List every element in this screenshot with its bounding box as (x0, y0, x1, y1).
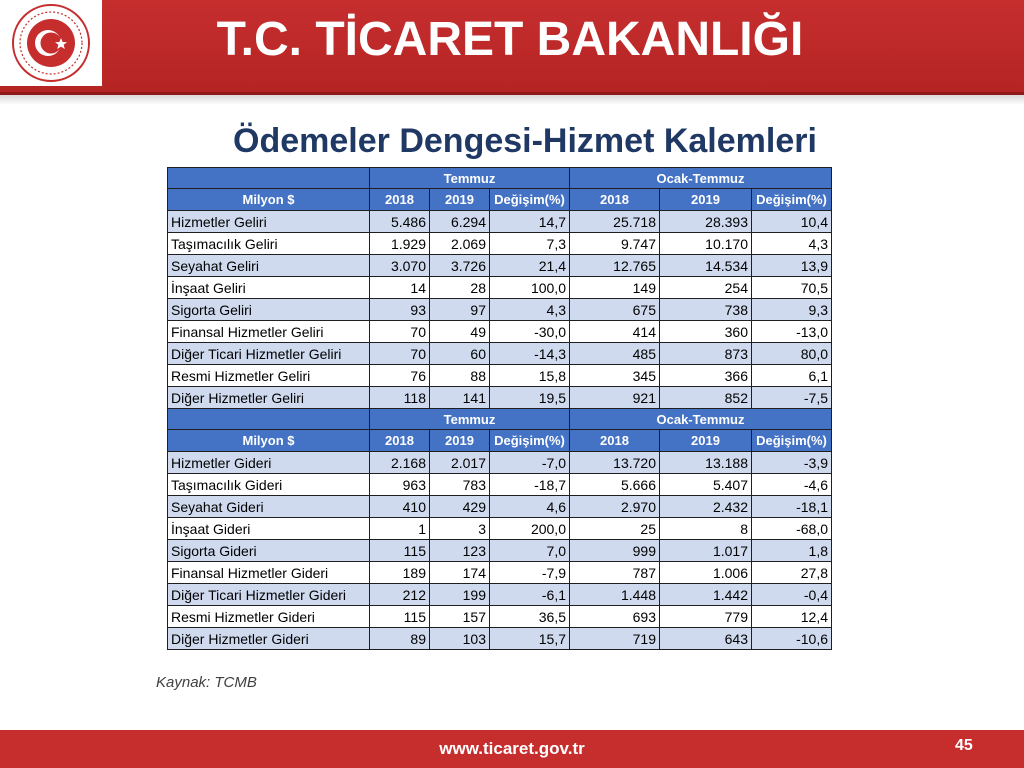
table-cell: -3,9 (752, 452, 832, 474)
row-label: Finansal Hizmetler Geliri (168, 321, 370, 343)
table-cell: 13.720 (570, 452, 660, 474)
table-row (168, 584, 832, 606)
table-cell: 787 (570, 562, 660, 584)
table-cell: 13,9 (752, 255, 832, 277)
column-header: Değişim(%) (490, 430, 570, 452)
row-label: Taşımacılık Geliri (168, 233, 370, 255)
table-cell: -68,0 (752, 518, 832, 540)
table-cell: 149 (570, 277, 660, 299)
table-cell: 429 (430, 496, 490, 518)
table-cell: 13.188 (660, 452, 752, 474)
column-header: Milyon $ (168, 430, 370, 452)
column-header: Değişim(%) (490, 189, 570, 211)
table-cell: 3 (430, 518, 490, 540)
table-cell: 3.070 (370, 255, 430, 277)
table-cell: 9.747 (570, 233, 660, 255)
table-cell: 366 (660, 365, 752, 387)
column-header: Değişim(%) (752, 189, 832, 211)
table-row (168, 496, 832, 518)
table-cell: 921 (570, 387, 660, 409)
table-cell: 10,4 (752, 211, 832, 233)
table-cell: 141 (430, 387, 490, 409)
table-row (168, 628, 832, 650)
table-row (168, 255, 832, 277)
table-cell: 852 (660, 387, 752, 409)
table-cell: 254 (660, 277, 752, 299)
row-label: Hizmetler Geliri (168, 211, 370, 233)
table-cell: 174 (430, 562, 490, 584)
row-label: Resmi Hizmetler Gideri (168, 606, 370, 628)
table-row (168, 343, 832, 365)
table-cell: 6.294 (430, 211, 490, 233)
table-cell: 15,8 (490, 365, 570, 387)
row-label: Hizmetler Gideri (168, 452, 370, 474)
row-label: İnşaat Gideri (168, 518, 370, 540)
table-cell: 28.393 (660, 211, 752, 233)
table-cell: 60 (430, 343, 490, 365)
table-cell: 14,7 (490, 211, 570, 233)
table-cell: 157 (430, 606, 490, 628)
group-header-row (168, 168, 832, 189)
table-cell: 27,8 (752, 562, 832, 584)
table-cell: 25.718 (570, 211, 660, 233)
header-shadow (0, 95, 1024, 105)
table-cell: 14 (370, 277, 430, 299)
table-cell: -30,0 (490, 321, 570, 343)
table-cell: 5.666 (570, 474, 660, 496)
table-row (168, 387, 832, 409)
table-cell: 14.534 (660, 255, 752, 277)
table-cell: 1.442 (660, 584, 752, 606)
row-label: Sigorta Gideri (168, 540, 370, 562)
table-row (168, 365, 832, 387)
column-header: 2018 (370, 189, 430, 211)
table-cell: -7,5 (752, 387, 832, 409)
table-cell: 19,5 (490, 387, 570, 409)
table-cell: -14,3 (490, 343, 570, 365)
table-cell: 15,7 (490, 628, 570, 650)
table-cell: 410 (370, 496, 430, 518)
table-cell: -7,0 (490, 452, 570, 474)
table-cell: 6,1 (752, 365, 832, 387)
row-label: İnşaat Geliri (168, 277, 370, 299)
column-header: 2019 (660, 430, 752, 452)
row-label: Taşımacılık Gideri (168, 474, 370, 496)
table-cell: 89 (370, 628, 430, 650)
table-cell: 345 (570, 365, 660, 387)
column-header: 2018 (570, 189, 660, 211)
row-label: Diğer Ticari Hizmetler Geliri (168, 343, 370, 365)
table-cell: 199 (430, 584, 490, 606)
table-cell: -0,4 (752, 584, 832, 606)
column-header-row (168, 430, 832, 452)
table-row (168, 277, 832, 299)
table-cell: 70 (370, 321, 430, 343)
table-cell: 70,5 (752, 277, 832, 299)
table-cell: 212 (370, 584, 430, 606)
row-label: Seyahat Gideri (168, 496, 370, 518)
table-cell: 88 (430, 365, 490, 387)
table-cell: 1.006 (660, 562, 752, 584)
column-header: 2019 (430, 430, 490, 452)
table-cell: 485 (570, 343, 660, 365)
column-header: Milyon $ (168, 189, 370, 211)
table-cell: 76 (370, 365, 430, 387)
table-cell: 9,3 (752, 299, 832, 321)
table-row (168, 211, 832, 233)
table-cell: 115 (370, 606, 430, 628)
table-row (168, 518, 832, 540)
table-cell: 8 (660, 518, 752, 540)
column-header: 2019 (430, 189, 490, 211)
table-cell: 21,4 (490, 255, 570, 277)
group-header-temmuz: Temmuz (370, 409, 570, 430)
row-label: Diğer Ticari Hizmetler Gideri (168, 584, 370, 606)
table-row (168, 562, 832, 584)
table-row (168, 299, 832, 321)
table-row (168, 474, 832, 496)
table-row (168, 452, 832, 474)
table-cell: -6,1 (490, 584, 570, 606)
table-cell: 2.069 (430, 233, 490, 255)
table-cell: 999 (570, 540, 660, 562)
table-cell: 963 (370, 474, 430, 496)
ministry-seal-icon (11, 3, 91, 83)
table-cell: 70 (370, 343, 430, 365)
table-cell: 100,0 (490, 277, 570, 299)
table-cell: 1.017 (660, 540, 752, 562)
column-header-row (168, 189, 832, 211)
table-cell: -18,1 (752, 496, 832, 518)
row-label: Diğer Hizmetler Geliri (168, 387, 370, 409)
table-cell: 719 (570, 628, 660, 650)
table-cell: -4,6 (752, 474, 832, 496)
table-cell: 115 (370, 540, 430, 562)
table-cell: 2.168 (370, 452, 430, 474)
table-cell: 873 (660, 343, 752, 365)
row-label: Sigorta Geliri (168, 299, 370, 321)
group-header-row (168, 409, 832, 430)
group-header-ocak-temmuz: Ocak-Temmuz (570, 409, 832, 430)
table-cell: -10,6 (752, 628, 832, 650)
group-header-empty (168, 168, 370, 189)
table-cell: 360 (660, 321, 752, 343)
table-cell: 93 (370, 299, 430, 321)
table-cell: 2.432 (660, 496, 752, 518)
table-cell: 5.486 (370, 211, 430, 233)
table-cell: 12,4 (752, 606, 832, 628)
table-cell: 738 (660, 299, 752, 321)
table-cell: 3.726 (430, 255, 490, 277)
column-header: Değişim(%) (752, 430, 832, 452)
table-cell: 103 (430, 628, 490, 650)
table-cell: -7,9 (490, 562, 570, 584)
slide-title: Ödemeler Dengesi-Hizmet Kalemleri (233, 122, 817, 160)
table-cell: 4,3 (490, 299, 570, 321)
table-cell: 189 (370, 562, 430, 584)
row-label: Diğer Hizmetler Gideri (168, 628, 370, 650)
footer-website-link[interactable]: www.ticaret.gov.tr (439, 739, 585, 758)
table-cell: 7,3 (490, 233, 570, 255)
table-cell: 675 (570, 299, 660, 321)
table-cell: 49 (430, 321, 490, 343)
group-header-empty (168, 409, 370, 430)
table-cell: 643 (660, 628, 752, 650)
table-cell: 7,0 (490, 540, 570, 562)
page-number: 45 (955, 737, 973, 754)
services-balance-table (167, 167, 832, 650)
table-row (168, 233, 832, 255)
table-cell: 4,6 (490, 496, 570, 518)
table-cell: 1 (370, 518, 430, 540)
table-cell: 2.970 (570, 496, 660, 518)
table-cell: 779 (660, 606, 752, 628)
column-header: 2019 (660, 189, 752, 211)
table-cell: 4,3 (752, 233, 832, 255)
table-cell: 36,5 (490, 606, 570, 628)
table-cell: 783 (430, 474, 490, 496)
ministry-logo (0, 0, 102, 86)
ministry-title: T.C. TİCARET BAKANLIĞI (216, 13, 804, 66)
data-source-note: Kaynak: TCMB (156, 674, 257, 691)
table-row (168, 606, 832, 628)
group-header-temmuz: Temmuz (370, 168, 570, 189)
table-cell: 1,8 (752, 540, 832, 562)
table-cell: 123 (430, 540, 490, 562)
column-header: 2018 (570, 430, 660, 452)
row-label: Seyahat Geliri (168, 255, 370, 277)
table-cell: 118 (370, 387, 430, 409)
table-cell: -13,0 (752, 321, 832, 343)
column-header: 2018 (370, 430, 430, 452)
row-label: Finansal Hizmetler Gideri (168, 562, 370, 584)
row-label: Resmi Hizmetler Geliri (168, 365, 370, 387)
table-cell: 693 (570, 606, 660, 628)
table-cell: 10.170 (660, 233, 752, 255)
table-cell: 1.448 (570, 584, 660, 606)
table-cell: 25 (570, 518, 660, 540)
table-cell: 80,0 (752, 343, 832, 365)
group-header-ocak-temmuz: Ocak-Temmuz (570, 168, 832, 189)
table-cell: 1.929 (370, 233, 430, 255)
table-cell: 414 (570, 321, 660, 343)
table-cell: 2.017 (430, 452, 490, 474)
table-cell: 200,0 (490, 518, 570, 540)
table-cell: 5.407 (660, 474, 752, 496)
table-row (168, 321, 832, 343)
table-cell: 97 (430, 299, 490, 321)
table-cell: -18,7 (490, 474, 570, 496)
table-cell: 28 (430, 277, 490, 299)
table-cell: 12.765 (570, 255, 660, 277)
table-row (168, 540, 832, 562)
